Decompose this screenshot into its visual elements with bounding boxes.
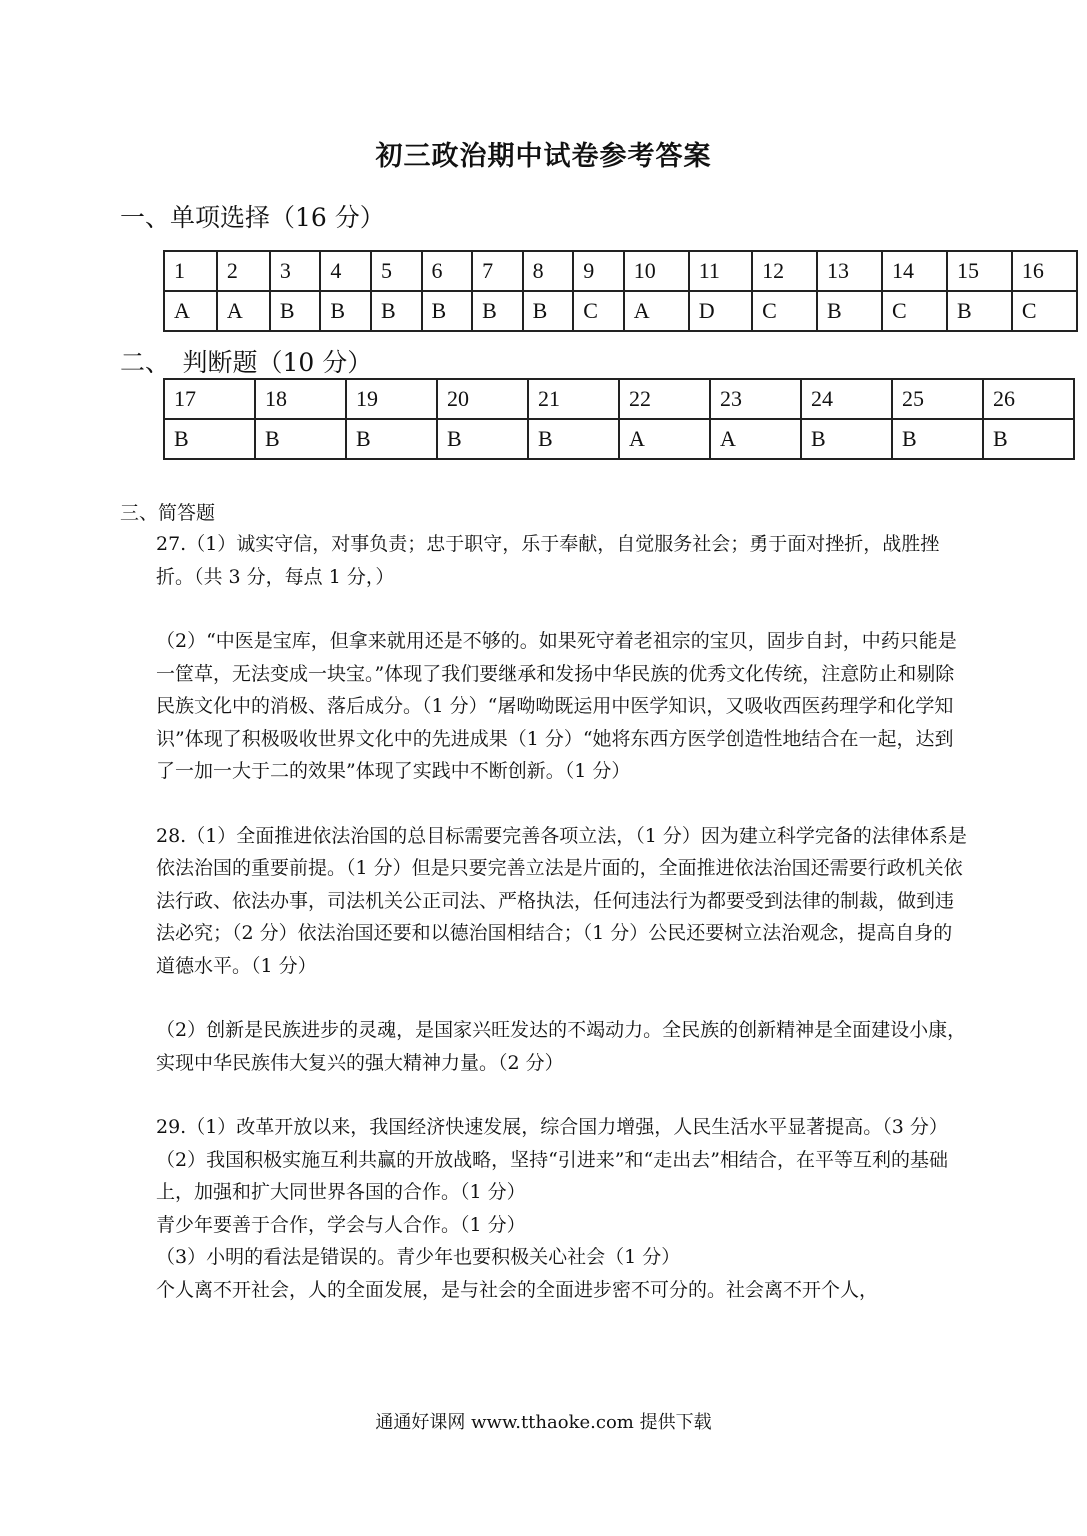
question-number-cell: 6 — [422, 251, 473, 291]
question-number-cell: 5 — [371, 251, 422, 291]
answer-paragraph: 27.（1）诚实守信，对事负责；忠于职守，乐于奉献，自觉服务社会；勇于面对挫折，战胜挫折。（共 3 分，每点 1 分，） — [156, 533, 940, 588]
question-number-cell: 22 — [619, 379, 710, 419]
answer-cell: B — [817, 291, 882, 331]
answer-cell: B — [255, 419, 346, 459]
question-number-cell: 1 — [164, 251, 217, 291]
question-number-cell: 4 — [320, 251, 371, 291]
answer-cell: B — [164, 419, 255, 459]
question-number-cell: 3 — [270, 251, 321, 291]
answer-cell: C — [752, 291, 817, 331]
question-number-cell: 17 — [164, 379, 255, 419]
question-number-cell: 15 — [947, 251, 1012, 291]
question-number-cell: 12 — [752, 251, 817, 291]
answer-paragraph: 青少年要善于合作，学会与人合作。（1 分） — [156, 1213, 526, 1236]
question-number-cell: 16 — [1012, 251, 1077, 291]
answer-paragraph: （3）小明的看法是错误的。青少年也要积极关心社会（1 分） — [156, 1246, 681, 1268]
answer-paragraph: 个人离不开社会，人的全面发展，是与社会的全面进步密不可分的。社会离不开个人， — [156, 1278, 879, 1301]
answer-cell: A — [164, 291, 217, 331]
paragraph-spacer — [156, 982, 971, 1014]
question-number-cell: 9 — [573, 251, 624, 291]
answer-cell: C — [882, 291, 947, 331]
answer-cell: A — [217, 291, 270, 331]
question-number-cell: 20 — [437, 379, 528, 419]
answer-cell: B — [437, 419, 528, 459]
answer-cell: C — [573, 291, 624, 331]
paragraph-spacer — [156, 593, 971, 625]
question-number-cell: 8 — [523, 251, 574, 291]
section3-heading: 三、简答题 — [120, 502, 216, 524]
question-number-cell: 11 — [689, 251, 752, 291]
answer-paragraph: （2）“中医是宝库，但拿来就用还是不够的。如果死守着老祖宗的宝贝，固步自封，中药只能是一筐草，无法变成一块宝。”体现了我们要继承和发扬中华民族的优秀文化传统，注意防止和剔除民族文化中的消极、落后成分。（1 分）“屠呦呦既运用中医学知识，又吸收西医药理学和化学知识”体现了积极吸收世界文化中的先进成果（1 分）“她将东西方医学创造性地结合在一起，达到了一加一大于二的效果”体现了实践中不断创新。（1 分） — [156, 630, 957, 782]
answer-paragraph: （2）我国积极实施互利共赢的开放战略，坚持“引进来”和“走出去”相结合，在平等互利的基础上，加强和扩大同世界各国的合作。（1 分） — [156, 1148, 948, 1203]
question-number-cell: 26 — [983, 379, 1074, 419]
page-title: 初三政治期中试卷参考答案 — [375, 141, 712, 172]
answer-cell: B — [320, 291, 371, 331]
answer-cell: B — [371, 291, 422, 331]
answer-table-true-false — [163, 378, 1075, 460]
question-number-cell: 10 — [624, 251, 689, 291]
question-number-cell: 24 — [801, 379, 892, 419]
question-number-cell: 23 — [710, 379, 801, 419]
question-number-cell: 18 — [255, 379, 346, 419]
answer-cell: B — [947, 291, 1012, 331]
answer-cell: C — [1012, 291, 1077, 331]
question-number-cell: 14 — [882, 251, 947, 291]
answer-cell: B — [983, 419, 1074, 459]
section2-heading: 二、 判断题（10 分） — [120, 348, 373, 377]
answer-cell: B — [801, 419, 892, 459]
answer-cell: B — [523, 291, 574, 331]
paragraph-spacer — [156, 788, 971, 820]
question-number-cell: 21 — [528, 379, 619, 419]
answer-paragraph: 28.（1）全面推进依法治国的总目标需要完善各项立法，（1 分）因为建立科学完备的法律体系是依法治国的重要前提。（1 分）但是只要完善立法是片面的，全面推进依法治国还需要行政机关依法行政、依法办事，司法机关公正司法、严格执法，任何违法行为都要受到法律的制裁，做到违法必究；（2 分）依法治国还要和以德治国相结合；（1 分）公民还要树立法治观念，提高自身的道德水平。（1 分） — [156, 824, 967, 977]
question-number-cell: 7 — [472, 251, 523, 291]
answer-cell: D — [689, 291, 752, 331]
answer-paragraph: （2）创新是民族进步的灵魂，是国家兴旺发达的不竭动力。全民族的创新精神是全面建设小康，实现中华民族伟大复兴的强大精神力量。（2 分） — [156, 1019, 967, 1074]
answer-cell: B — [472, 291, 523, 331]
question-number-cell: 13 — [817, 251, 882, 291]
paragraph-spacer — [156, 1079, 971, 1111]
footer-source: 通通好课网 www.tthaoke.com 提供下载 — [375, 1412, 712, 1433]
answer-cell: B — [346, 419, 437, 459]
question-number-cell: 25 — [892, 379, 983, 419]
answer-cell: A — [710, 419, 801, 459]
answer-paragraph: 29.（1）改革开放以来，我国经济快速发展，综合国力增强，人民生活水平显著提高。（3 分） — [156, 1116, 948, 1138]
question-number-cell: 2 — [217, 251, 270, 291]
question-number-cell: 19 — [346, 379, 437, 419]
answer-cell: B — [528, 419, 619, 459]
answer-cell: B — [270, 291, 321, 331]
answer-cell: A — [624, 291, 689, 331]
answer-cell: B — [892, 419, 983, 459]
answer-cell: A — [619, 419, 710, 459]
section1-heading: 一、单项选择（16 分） — [120, 203, 385, 232]
answer-cell: B — [422, 291, 473, 331]
short-answer-body — [156, 528, 971, 1306]
answer-table-single-choice — [163, 250, 1078, 332]
